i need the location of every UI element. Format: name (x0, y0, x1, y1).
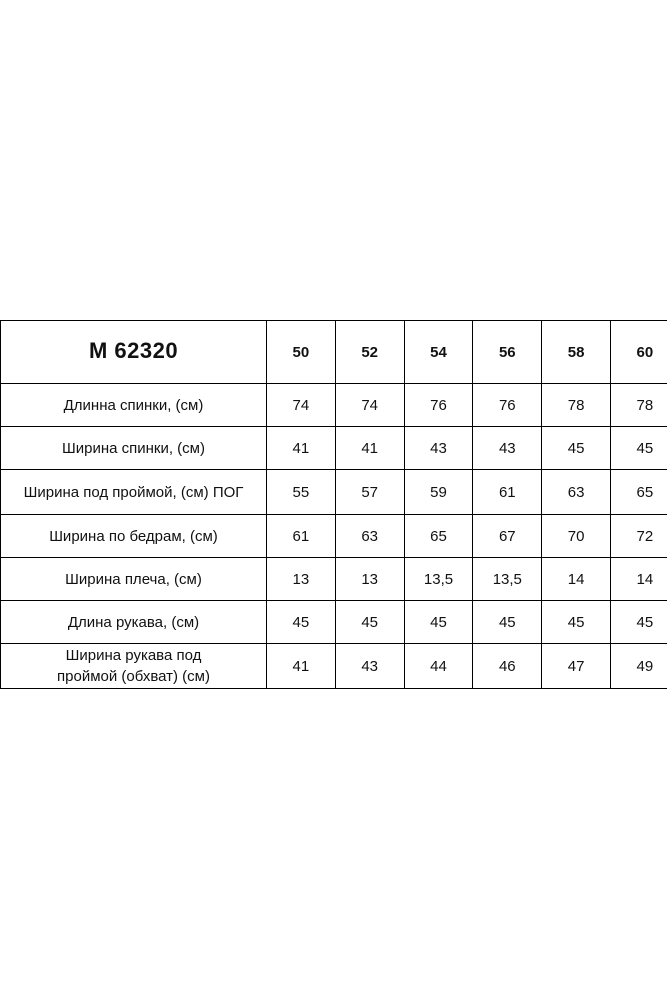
table-row (1, 384, 667, 427)
measurement-label: Ширина плеча, (см) (1, 558, 267, 601)
measurement-value: 13,5 (473, 558, 542, 601)
measurement-value: 45 (473, 601, 542, 644)
measurement-value: 45 (542, 427, 611, 470)
measurement-value: 46 (473, 644, 542, 689)
measurement-value: 61 (473, 470, 542, 515)
measurement-value: 72 (610, 515, 667, 558)
measurement-label: Ширина под проймой, (см) ПОГ (1, 470, 267, 515)
measurement-value: 14 (542, 558, 611, 601)
measurement-value: 13 (267, 558, 336, 601)
measurement-value: 49 (610, 644, 667, 689)
measurement-label-line: Ширина рукава под (65, 647, 202, 664)
measurement-label-line: проймой (обхват) (см) (57, 668, 210, 685)
measurement-value: 59 (404, 470, 473, 515)
measurement-value: 55 (267, 470, 336, 515)
measurement-value: 44 (404, 644, 473, 689)
table-row (1, 470, 667, 515)
table-header-row (1, 321, 667, 384)
size-header: 60 (610, 321, 667, 384)
measurement-label: Длина рукава, (см) (1, 601, 267, 644)
size-header: 54 (404, 321, 473, 384)
measurement-value: 65 (610, 470, 667, 515)
measurement-value: 13,5 (404, 558, 473, 601)
measurement-value: 45 (267, 601, 336, 644)
measurement-value: 43 (473, 427, 542, 470)
measurement-label: Ширина спинки, (см) (1, 427, 267, 470)
measurement-value: 74 (267, 384, 336, 427)
size-header: 52 (335, 321, 404, 384)
measurement-value: 57 (335, 470, 404, 515)
measurement-value: 43 (335, 644, 404, 689)
measurement-value: 43 (404, 427, 473, 470)
measurement-value: 63 (335, 515, 404, 558)
measurement-value: 63 (542, 470, 611, 515)
measurement-value: 41 (335, 427, 404, 470)
measurement-value: 61 (267, 515, 336, 558)
measurement-value: 70 (542, 515, 611, 558)
measurement-label (1, 644, 267, 689)
measurement-value: 65 (404, 515, 473, 558)
measurement-label: Ширина по бедрам, (см) (1, 515, 267, 558)
table-row (1, 558, 667, 601)
measurement-value: 78 (542, 384, 611, 427)
measurement-value: 76 (404, 384, 473, 427)
measurement-value: 45 (610, 427, 667, 470)
table-row (1, 427, 667, 470)
size-header: 50 (267, 321, 336, 384)
table-row (1, 601, 667, 644)
measurement-value: 67 (473, 515, 542, 558)
measurement-value: 74 (335, 384, 404, 427)
table-row (1, 515, 667, 558)
table-row (1, 644, 667, 689)
measurement-value: 41 (267, 427, 336, 470)
measurement-value: 76 (473, 384, 542, 427)
size-chart-table (0, 320, 667, 689)
model-number: М 62320 (88, 338, 179, 363)
measurement-label: Длинна спинки, (см) (1, 384, 267, 427)
measurement-value: 45 (335, 601, 404, 644)
measurement-value: 14 (610, 558, 667, 601)
measurement-value: 45 (610, 601, 667, 644)
measurement-value: 41 (267, 644, 336, 689)
measurement-value: 47 (542, 644, 611, 689)
measurement-value: 45 (404, 601, 473, 644)
measurement-value: 13 (335, 558, 404, 601)
size-header: 56 (473, 321, 542, 384)
size-header: 58 (542, 321, 611, 384)
model-number-cell (1, 321, 267, 384)
measurement-value: 45 (542, 601, 611, 644)
measurement-value: 78 (610, 384, 667, 427)
